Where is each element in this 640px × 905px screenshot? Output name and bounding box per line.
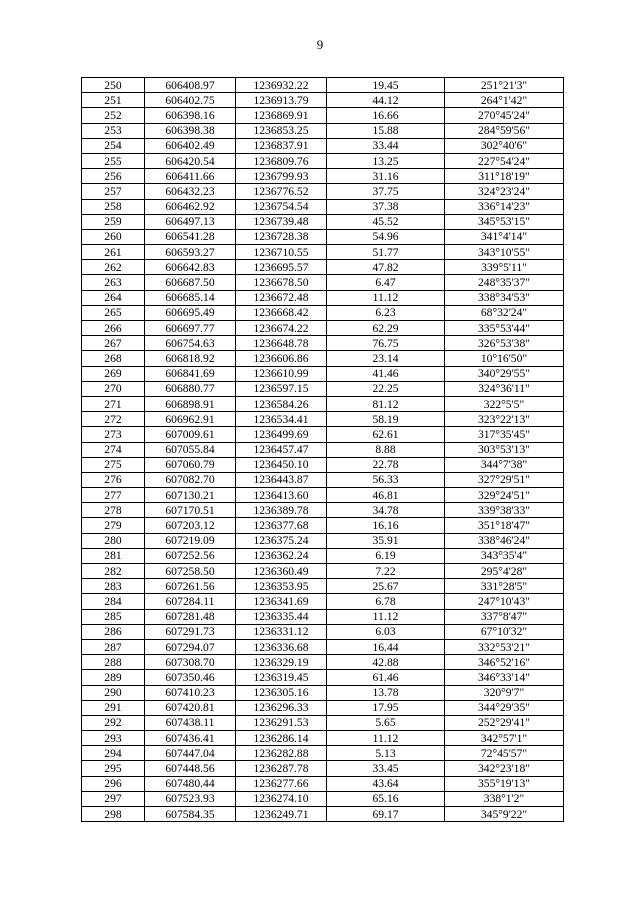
point-number-cell: 270 [82,381,145,396]
table-row [82,396,564,411]
x-coordinate-cell: 607261.56 [145,579,236,594]
y-coordinate-cell: 1236329.19 [236,655,327,670]
table-row [82,138,564,153]
y-coordinate-cell: 1236282.88 [236,746,327,761]
table-row [82,609,564,624]
bearing-cell: 10°16'50" [445,351,564,366]
bearing-cell: 355°19'13" [445,776,564,791]
bearing-cell: 303°53'13" [445,442,564,457]
x-coordinate-cell: 606593.27 [145,245,236,260]
y-coordinate-cell: 1236375.24 [236,533,327,548]
table-row [82,260,564,275]
x-coordinate-cell: 606642.83 [145,260,236,275]
distance-cell: 7.22 [327,564,445,579]
point-number-cell: 266 [82,321,145,336]
bearing-cell: 344°29'35" [445,700,564,715]
bearing-cell: 343°35'4" [445,548,564,563]
bearing-cell: 345°53'15" [445,214,564,229]
distance-cell: 34.78 [327,503,445,518]
bearing-cell: 344°7'38" [445,457,564,472]
bearing-cell: 72°45'57" [445,746,564,761]
y-coordinate-cell: 1236249.71 [236,807,327,822]
x-coordinate-cell: 607438.11 [145,715,236,730]
distance-cell: 13.78 [327,685,445,700]
y-coordinate-cell: 1236413.60 [236,488,327,503]
distance-cell: 69.17 [327,807,445,822]
point-number-cell: 265 [82,305,145,320]
point-number-cell: 282 [82,564,145,579]
table-row [82,442,564,457]
x-coordinate-cell: 606398.38 [145,123,236,138]
x-coordinate-cell: 606962.91 [145,412,236,427]
y-coordinate-cell: 1236341.69 [236,594,327,609]
x-coordinate-cell: 606687.50 [145,275,236,290]
bearing-cell: 320°9'7" [445,685,564,700]
bearing-cell: 68°32'24" [445,305,564,320]
point-number-cell: 269 [82,366,145,381]
point-number-cell: 298 [82,807,145,822]
point-number-cell: 285 [82,609,145,624]
table-row [82,290,564,305]
x-coordinate-cell: 606497.13 [145,214,236,229]
distance-cell: 6.19 [327,548,445,563]
x-coordinate-cell: 606402.49 [145,138,236,153]
table-row [82,412,564,427]
distance-cell: 41.46 [327,366,445,381]
table-row [82,472,564,487]
point-number-cell: 253 [82,123,145,138]
point-number-cell: 287 [82,639,145,654]
x-coordinate-cell: 607350.46 [145,670,236,685]
y-coordinate-cell: 1236287.78 [236,761,327,776]
distance-cell: 35.91 [327,533,445,548]
table-row [82,245,564,260]
x-coordinate-cell: 607130.21 [145,488,236,503]
y-coordinate-cell: 1236362.24 [236,548,327,563]
x-coordinate-cell: 607436.41 [145,731,236,746]
bearing-cell: 342°57'1" [445,731,564,746]
y-coordinate-cell: 1236932.22 [236,78,327,93]
x-coordinate-cell: 606432.23 [145,184,236,199]
x-coordinate-cell: 607258.50 [145,564,236,579]
x-coordinate-cell: 607170.51 [145,503,236,518]
bearing-cell: 323°22'13" [445,412,564,427]
point-number-cell: 271 [82,396,145,411]
bearing-cell: 295°4'28" [445,564,564,579]
y-coordinate-cell: 1236597.15 [236,381,327,396]
x-coordinate-cell: 606411.66 [145,169,236,184]
y-coordinate-cell: 1236668.42 [236,305,327,320]
point-number-cell: 279 [82,518,145,533]
y-coordinate-cell: 1236377.68 [236,518,327,533]
table-row [82,427,564,442]
point-number-cell: 289 [82,670,145,685]
bearing-cell: 252°29'41" [445,715,564,730]
x-coordinate-cell: 607448.56 [145,761,236,776]
table-row [82,229,564,244]
table-row [82,579,564,594]
bearing-cell: 317°35'45" [445,427,564,442]
y-coordinate-cell: 1236291.53 [236,715,327,730]
x-coordinate-cell: 607480.44 [145,776,236,791]
point-number-cell: 262 [82,260,145,275]
bearing-cell: 264°1'42" [445,93,564,108]
y-coordinate-cell: 1236499.69 [236,427,327,442]
table-row [82,791,564,806]
bearing-cell: 248°35'37" [445,275,564,290]
x-coordinate-cell: 606420.54 [145,153,236,168]
point-number-cell: 296 [82,776,145,791]
table-row [82,715,564,730]
y-coordinate-cell: 1236776.52 [236,184,327,199]
x-coordinate-cell: 606818.92 [145,351,236,366]
table-row [82,381,564,396]
table-row [82,670,564,685]
distance-cell: 62.61 [327,427,445,442]
y-coordinate-cell: 1236331.12 [236,624,327,639]
distance-cell: 22.78 [327,457,445,472]
distance-cell: 54.96 [327,229,445,244]
distance-cell: 42.88 [327,655,445,670]
point-number-cell: 274 [82,442,145,457]
x-coordinate-cell: 607060.79 [145,457,236,472]
point-number-cell: 268 [82,351,145,366]
table-row [82,564,564,579]
y-coordinate-cell: 1236869.91 [236,108,327,123]
bearing-cell: 351°18'47" [445,518,564,533]
distance-cell: 23.14 [327,351,445,366]
y-coordinate-cell: 1236274.10 [236,791,327,806]
coordinates-table [81,77,564,822]
table-row [82,533,564,548]
point-number-cell: 288 [82,655,145,670]
distance-cell: 37.38 [327,199,445,214]
point-number-cell: 273 [82,427,145,442]
x-coordinate-cell: 607252.56 [145,548,236,563]
distance-cell: 76.75 [327,336,445,351]
x-coordinate-cell: 607584.35 [145,807,236,822]
point-number-cell: 291 [82,700,145,715]
distance-cell: 11.12 [327,609,445,624]
point-number-cell: 284 [82,594,145,609]
bearing-cell: 345°9'22" [445,807,564,822]
table-row [82,639,564,654]
y-coordinate-cell: 1236674.22 [236,321,327,336]
point-number-cell: 293 [82,731,145,746]
y-coordinate-cell: 1236336.68 [236,639,327,654]
bearing-cell: 270°45'24" [445,108,564,123]
bearing-cell: 329°24'51" [445,488,564,503]
x-coordinate-cell: 607284.11 [145,594,236,609]
distance-cell: 44.12 [327,93,445,108]
x-coordinate-cell: 606695.49 [145,305,236,320]
page-number: 9 [316,37,324,52]
x-coordinate-cell: 606408.97 [145,78,236,93]
table-row [82,184,564,199]
x-coordinate-cell: 607009.61 [145,427,236,442]
bearing-cell: 340°29'55" [445,366,564,381]
distance-cell: 31.16 [327,169,445,184]
point-number-cell: 256 [82,169,145,184]
y-coordinate-cell: 1236739.48 [236,214,327,229]
point-number-cell: 283 [82,579,145,594]
table-row [82,761,564,776]
table-row [82,351,564,366]
y-coordinate-cell: 1236277.66 [236,776,327,791]
y-coordinate-cell: 1236296.33 [236,700,327,715]
table-row [82,746,564,761]
y-coordinate-cell: 1236319.45 [236,670,327,685]
x-coordinate-cell: 607308.70 [145,655,236,670]
distance-cell: 46.81 [327,488,445,503]
table-row [82,169,564,184]
point-number-cell: 260 [82,229,145,244]
distance-cell: 16.44 [327,639,445,654]
bearing-cell: 302°40'6" [445,138,564,153]
table-row [82,594,564,609]
x-coordinate-cell: 606898.91 [145,396,236,411]
table-row [82,655,564,670]
distance-cell: 37.75 [327,184,445,199]
distance-cell: 6.78 [327,594,445,609]
distance-cell: 81.12 [327,396,445,411]
distance-cell: 33.44 [327,138,445,153]
bearing-cell: 338°46'24" [445,533,564,548]
bearing-cell: 342°23'18" [445,761,564,776]
bearing-cell: 331°28'5" [445,579,564,594]
x-coordinate-cell: 607219.09 [145,533,236,548]
point-number-cell: 257 [82,184,145,199]
distance-cell: 58.19 [327,412,445,427]
distance-cell: 16.16 [327,518,445,533]
table-row [82,78,564,93]
bearing-cell: 346°33'14" [445,670,564,685]
bearing-cell: 322°5'5" [445,396,564,411]
point-number-cell: 278 [82,503,145,518]
point-number-cell: 252 [82,108,145,123]
distance-cell: 33.45 [327,761,445,776]
table-row [82,108,564,123]
table-row [82,123,564,138]
y-coordinate-cell: 1236809.76 [236,153,327,168]
x-coordinate-cell: 607082.70 [145,472,236,487]
bearing-cell: 251°21'3" [445,78,564,93]
distance-cell: 6.47 [327,275,445,290]
x-coordinate-cell: 606398.16 [145,108,236,123]
distance-cell: 47.82 [327,260,445,275]
point-number-cell: 281 [82,548,145,563]
point-number-cell: 261 [82,245,145,260]
bearing-cell: 341°4'14" [445,229,564,244]
distance-cell: 17.95 [327,700,445,715]
x-coordinate-cell: 607203.12 [145,518,236,533]
y-coordinate-cell: 1236672.48 [236,290,327,305]
y-coordinate-cell: 1236534.41 [236,412,327,427]
table-row [82,305,564,320]
y-coordinate-cell: 1236606.86 [236,351,327,366]
table-body [82,78,564,822]
distance-cell: 15.88 [327,123,445,138]
x-coordinate-cell: 607281.48 [145,609,236,624]
point-number-cell: 250 [82,78,145,93]
y-coordinate-cell: 1236913.79 [236,93,327,108]
y-coordinate-cell: 1236837.91 [236,138,327,153]
point-number-cell: 258 [82,199,145,214]
distance-cell: 65.16 [327,791,445,806]
table-row [82,807,564,822]
y-coordinate-cell: 1236450.10 [236,457,327,472]
point-number-cell: 276 [82,472,145,487]
x-coordinate-cell: 606880.77 [145,381,236,396]
y-coordinate-cell: 1236610.99 [236,366,327,381]
bearing-cell: 339°38'33" [445,503,564,518]
x-coordinate-cell: 606754.63 [145,336,236,351]
table-row [82,488,564,503]
x-coordinate-cell: 606697.77 [145,321,236,336]
table-row [82,700,564,715]
point-number-cell: 255 [82,153,145,168]
y-coordinate-cell: 1236305.16 [236,685,327,700]
distance-cell: 8.88 [327,442,445,457]
table-row [82,731,564,746]
bearing-cell: 335°53'44" [445,321,564,336]
y-coordinate-cell: 1236710.55 [236,245,327,260]
distance-cell: 19.45 [327,78,445,93]
point-number-cell: 280 [82,533,145,548]
x-coordinate-cell: 607420.81 [145,700,236,715]
point-number-cell: 254 [82,138,145,153]
y-coordinate-cell: 1236695.57 [236,260,327,275]
distance-cell: 25.67 [327,579,445,594]
x-coordinate-cell: 606841.69 [145,366,236,381]
point-number-cell: 264 [82,290,145,305]
table-row [82,366,564,381]
bearing-cell: 311°18'19" [445,169,564,184]
table-row [82,199,564,214]
distance-cell: 16.66 [327,108,445,123]
point-number-cell: 267 [82,336,145,351]
y-coordinate-cell: 1236853.25 [236,123,327,138]
y-coordinate-cell: 1236353.95 [236,579,327,594]
bearing-cell: 343°10'55" [445,245,564,260]
x-coordinate-cell: 607294.07 [145,639,236,654]
bearing-cell: 332°53'21" [445,639,564,654]
x-coordinate-cell: 606685.14 [145,290,236,305]
distance-cell: 5.65 [327,715,445,730]
y-coordinate-cell: 1236443.87 [236,472,327,487]
point-number-cell: 251 [82,93,145,108]
x-coordinate-cell: 607523.93 [145,791,236,806]
point-number-cell: 295 [82,761,145,776]
y-coordinate-cell: 1236754.54 [236,199,327,214]
x-coordinate-cell: 606402.75 [145,93,236,108]
bearing-cell: 324°23'24" [445,184,564,199]
table-row [82,548,564,563]
bearing-cell: 326°53'38" [445,336,564,351]
bearing-cell: 336°14'23" [445,199,564,214]
bearing-cell: 247°10'43" [445,594,564,609]
table-row [82,321,564,336]
distance-cell: 56.33 [327,472,445,487]
y-coordinate-cell: 1236335.44 [236,609,327,624]
point-number-cell: 275 [82,457,145,472]
table-row [82,776,564,791]
y-coordinate-cell: 1236678.50 [236,275,327,290]
y-coordinate-cell: 1236728.38 [236,229,327,244]
distance-cell: 45.52 [327,214,445,229]
table-row [82,275,564,290]
table-row [82,457,564,472]
y-coordinate-cell: 1236799.93 [236,169,327,184]
y-coordinate-cell: 1236457.47 [236,442,327,457]
table-row [82,518,564,533]
distance-cell: 6.03 [327,624,445,639]
bearing-cell: 338°34'53" [445,290,564,305]
x-coordinate-cell: 607055.84 [145,442,236,457]
x-coordinate-cell: 606462.92 [145,199,236,214]
y-coordinate-cell: 1236286.14 [236,731,327,746]
bearing-cell: 327°29'51" [445,472,564,487]
bearing-cell: 337°8'47" [445,609,564,624]
distance-cell: 13.25 [327,153,445,168]
point-number-cell: 286 [82,624,145,639]
point-number-cell: 290 [82,685,145,700]
point-number-cell: 259 [82,214,145,229]
distance-cell: 62.29 [327,321,445,336]
point-number-cell: 263 [82,275,145,290]
y-coordinate-cell: 1236584.26 [236,396,327,411]
point-number-cell: 294 [82,746,145,761]
distance-cell: 61.46 [327,670,445,685]
bearing-cell: 339°5'11" [445,260,564,275]
x-coordinate-cell: 607447.04 [145,746,236,761]
x-coordinate-cell: 607410.23 [145,685,236,700]
distance-cell: 22.25 [327,381,445,396]
bearing-cell: 324°36'11" [445,381,564,396]
y-coordinate-cell: 1236360.49 [236,564,327,579]
x-coordinate-cell: 606541.28 [145,229,236,244]
distance-cell: 51.77 [327,245,445,260]
x-coordinate-cell: 607291.73 [145,624,236,639]
bearing-cell: 346°52'16" [445,655,564,670]
table-row [82,214,564,229]
table-row [82,624,564,639]
table-row [82,336,564,351]
point-number-cell: 277 [82,488,145,503]
bearing-cell: 284°59'56" [445,123,564,138]
distance-cell: 43.64 [327,776,445,791]
distance-cell: 6.23 [327,305,445,320]
distance-cell: 5.13 [327,746,445,761]
table-row [82,503,564,518]
table-row [82,93,564,108]
bearing-cell: 227°54'24" [445,153,564,168]
table-row [82,153,564,168]
point-number-cell: 272 [82,412,145,427]
distance-cell: 11.12 [327,290,445,305]
y-coordinate-cell: 1236648.78 [236,336,327,351]
point-number-cell: 292 [82,715,145,730]
bearing-cell: 67°10'32" [445,624,564,639]
bearing-cell: 338°1'2" [445,791,564,806]
y-coordinate-cell: 1236389.78 [236,503,327,518]
distance-cell: 11.12 [327,731,445,746]
table-row [82,685,564,700]
point-number-cell: 297 [82,791,145,806]
